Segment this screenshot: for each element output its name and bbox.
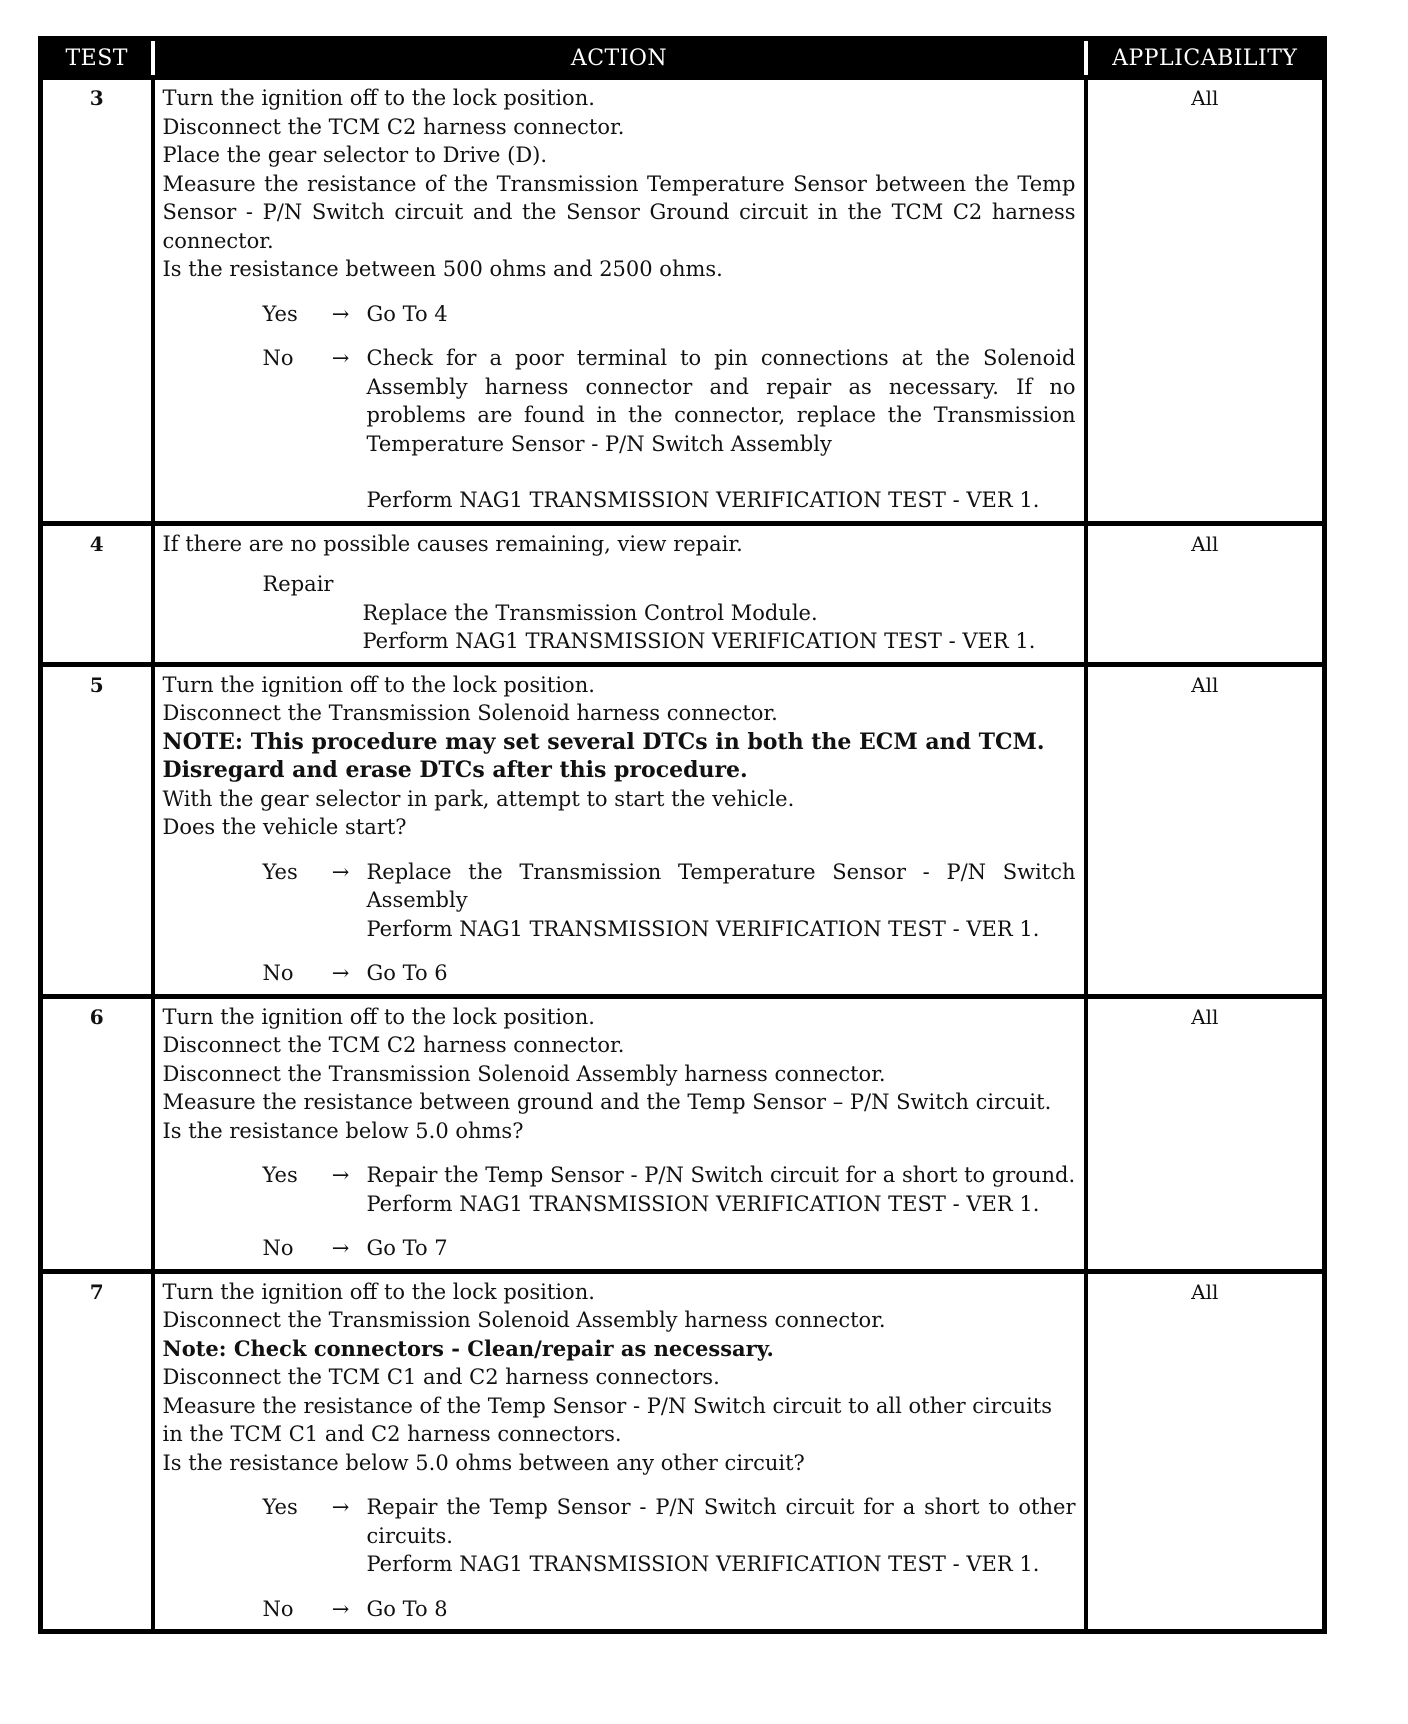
diagnostic-page — [38, 36, 1322, 1634]
action-line: Is the resistance below 5.0 ohms between any other circuit? — [162, 1450, 805, 1475]
arrow-right-icon: → — [331, 961, 350, 985]
yes-branch — [163, 1493, 1076, 1579]
note-text: NOTE: This procedure may set several DTCs in both the ECM and TCM. Disregard and erase DTCs after this procedure. — [162, 728, 1045, 783]
action-line: Is the resistance between 500 ohms and 2500 ohms. — [162, 257, 723, 281]
applicability: All — [1086, 996, 1325, 1271]
arrow-right-icon: → — [331, 1495, 350, 1519]
repair-body — [363, 599, 1076, 656]
yes-label: Yes — [262, 859, 298, 884]
action-line: Disconnect the TCM C1 and C2 harness connectors. — [162, 1365, 720, 1389]
action-line: Turn the ignition off to the lock position. — [162, 672, 595, 697]
test-number: 6 — [41, 996, 153, 1271]
action-line: Disconnect the Transmission Solenoid Assembly harness connector. — [162, 1061, 886, 1086]
action-line: Disconnect the TCM C2 harness connector. — [162, 1033, 625, 1057]
diagnostic-table — [38, 36, 1327, 1634]
action-line: Disconnect the TCM C2 harness connector. — [162, 114, 625, 139]
action-cell — [153, 523, 1086, 664]
yes-result: Replace the Transmission Temperature Sensor - P/N Switch Assembly — [366, 859, 1076, 912]
no-branch — [163, 959, 1076, 988]
yes-branch — [163, 1161, 1076, 1218]
action-line: Disconnect the Transmission Solenoid harness connector. — [162, 701, 778, 725]
no-result: Go To 8 — [366, 1596, 448, 1621]
test-number: 4 — [41, 523, 153, 664]
no-label: No — [262, 961, 294, 985]
action-line: Measure the resistance of the Temp Sensor - P/N Switch circuit to all other circuits in the TCM C1 and C2 harness connectors. — [162, 1393, 1053, 1446]
no-label: No — [262, 1596, 294, 1621]
no-label: No — [262, 1236, 294, 1260]
yes-result: Repair the Temp Sensor - P/N Switch circuit for a short to ground. — [366, 1163, 1076, 1187]
no-result: Go To 7 — [366, 1236, 448, 1260]
yes-result: Go To 4 — [366, 301, 448, 326]
yes-result: Repair the Temp Sensor - P/N Switch circuit for a short to other circuits. — [366, 1495, 1076, 1548]
action-line: Turn the ignition off to the lock position. — [162, 86, 595, 110]
no-branch — [163, 1595, 1076, 1624]
action-line: Turn the ignition off to the lock position. — [162, 1279, 595, 1304]
perform-verification-test: Perform NAG1 TRANSMISSION VERIFICATION TEST - VER 1. — [362, 629, 1036, 653]
arrow-right-icon: → — [331, 859, 350, 884]
action-line: Disconnect the Transmission Solenoid Assembly harness connector. — [162, 1308, 886, 1332]
action-line: Turn the ignition off to the lock position. — [162, 1004, 595, 1029]
yes-branch — [163, 858, 1076, 944]
perform-verification-test: Perform NAG1 TRANSMISSION VERIFICATION TEST - VER 1. — [366, 1552, 1040, 1576]
table-header-row — [41, 39, 1325, 78]
header-action: ACTION — [153, 39, 1086, 78]
yes-label: Yes — [262, 1495, 298, 1519]
action-line: Measure the resistance between ground and the Temp Sensor – P/N Switch circuit. — [162, 1090, 1052, 1114]
action-line: If there are no possible causes remaining, view repair. — [162, 531, 743, 556]
action-line: Is the resistance below 5.0 ohms? — [162, 1118, 524, 1143]
action-line: With the gear selector in park, attempt to start the vehicle. — [162, 786, 795, 811]
arrow-right-icon: → — [331, 1596, 350, 1621]
no-branch — [163, 1234, 1076, 1263]
applicability: All — [1086, 1271, 1325, 1632]
test-number: 5 — [41, 664, 153, 996]
repair-line: Replace the Transmission Control Module. — [362, 600, 818, 625]
header-applicability: APPLICABILITY — [1086, 39, 1325, 78]
arrow-right-icon: → — [331, 1163, 350, 1187]
perform-verification-test: Perform NAG1 TRANSMISSION VERIFICATION TEST - VER 1. — [366, 916, 1040, 941]
table-row — [41, 523, 1325, 664]
table-row — [41, 996, 1325, 1271]
arrow-right-icon: → — [331, 301, 350, 326]
no-branch — [163, 344, 1076, 515]
action-line: Does the vehicle start? — [162, 815, 407, 839]
action-line: Place the gear selector to Drive (D). — [162, 143, 548, 167]
repair-label: Repair — [262, 572, 334, 596]
perform-verification-test: Perform NAG1 TRANSMISSION VERIFICATION TEST - VER 1. — [366, 1191, 1040, 1216]
applicability: All — [1086, 664, 1325, 996]
no-result: Go To 6 — [366, 961, 448, 985]
action-cell — [153, 664, 1086, 996]
test-number: 3 — [41, 78, 153, 524]
test-number: 7 — [41, 1271, 153, 1632]
table-row — [41, 78, 1325, 524]
perform-verification-test: Perform NAG1 TRANSMISSION VERIFICATION TEST - VER 1. — [366, 488, 1040, 512]
header-test: TEST — [41, 39, 153, 78]
arrow-right-icon: → — [331, 1236, 350, 1260]
action-cell — [153, 1271, 1086, 1632]
yes-label: Yes — [262, 1163, 298, 1187]
no-label: No — [262, 346, 294, 370]
yes-branch — [163, 300, 1076, 329]
action-line: Measure the resistance of the Transmission Temperature Sensor between the Temp Sensor - P/N Switch circuit and the Sensor Ground circuit in the TCM C2 harness connector. — [162, 171, 1076, 253]
no-result: Check for a poor terminal to pin connections at the Solenoid Assembly harness connector and repair as necessary. If no problems are found in the connector, replace the Transmission Temperature Sensor - P/N Switch Assembly — [366, 346, 1076, 456]
yes-label: Yes — [262, 301, 298, 326]
applicability: All — [1086, 78, 1325, 524]
action-cell — [153, 996, 1086, 1271]
applicability: All — [1086, 523, 1325, 664]
arrow-right-icon: → — [331, 346, 350, 370]
table-row — [41, 1271, 1325, 1632]
note-text: Note: Check connectors - Clean/repair as necessary. — [162, 1335, 774, 1361]
action-cell — [153, 78, 1086, 524]
table-row — [41, 664, 1325, 996]
